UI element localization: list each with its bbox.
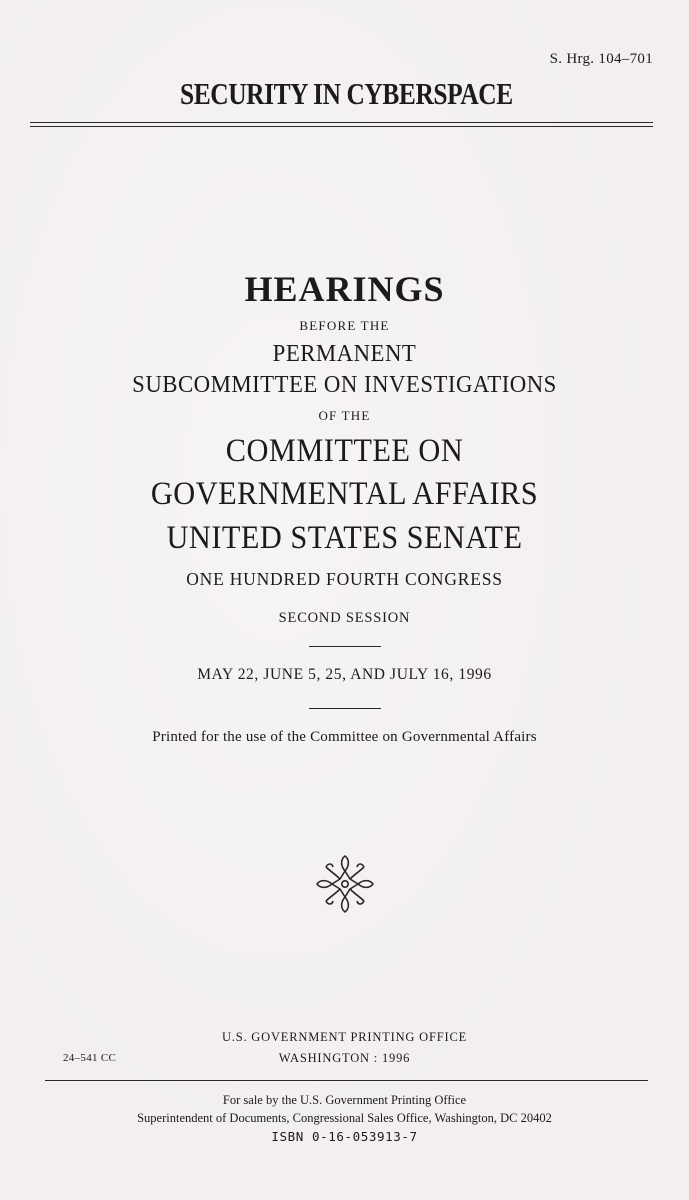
- subcommittee-line-2: SUBCOMMITTEE ON INVESTIGATIONS: [132, 372, 557, 398]
- gpo-ornament-icon: [314, 853, 376, 915]
- congress-label: ONE HUNDRED FOURTH CONGRESS: [186, 569, 503, 589]
- subcommittee-line-1: PERMANENT: [272, 341, 417, 367]
- committee-line-2: GOVERNMENTAL AFFAIRS: [150, 476, 539, 512]
- committee-line-3: UNITED STATES SENATE: [166, 520, 523, 556]
- sales-rule: [45, 1080, 648, 1081]
- for-sale-note: For sale by the U.S. Government Printing Office: [222, 1093, 467, 1107]
- place-and-year: WASHINGTON : 1996: [278, 1051, 411, 1065]
- printing-office: U.S. GOVERNMENT PRINTING OFFICE: [221, 1030, 468, 1044]
- jacket-number: 24–541 CC: [63, 1052, 117, 1064]
- isbn-number: ISBN 0-16-053913-7: [271, 1129, 418, 1144]
- committee-line-1: COMMITTEE ON: [225, 433, 464, 469]
- before-the-label: BEFORE THE: [299, 318, 390, 333]
- printed-for-note: Printed for the use of the Committee on Governmental Affairs: [152, 729, 537, 745]
- title-double-rule: [30, 122, 653, 127]
- session-label: SECOND SESSION: [278, 610, 411, 626]
- hearing-dates: MAY 22, JUNE 5, 25, AND JULY 16, 1996: [197, 666, 492, 683]
- of-the-label: OF THE: [318, 408, 371, 423]
- document-type-heading: HEARINGS: [244, 269, 445, 309]
- short-title: SECURITY IN CYBERSPACE: [180, 76, 513, 111]
- hearing-number: S. Hrg. 104–701: [549, 51, 653, 67]
- superintendent-address: Superintendent of Documents, Congressional Sales Office, Washington, DC 20402: [137, 1111, 552, 1125]
- dates-rule: [309, 708, 381, 709]
- session-rule: [309, 646, 381, 647]
